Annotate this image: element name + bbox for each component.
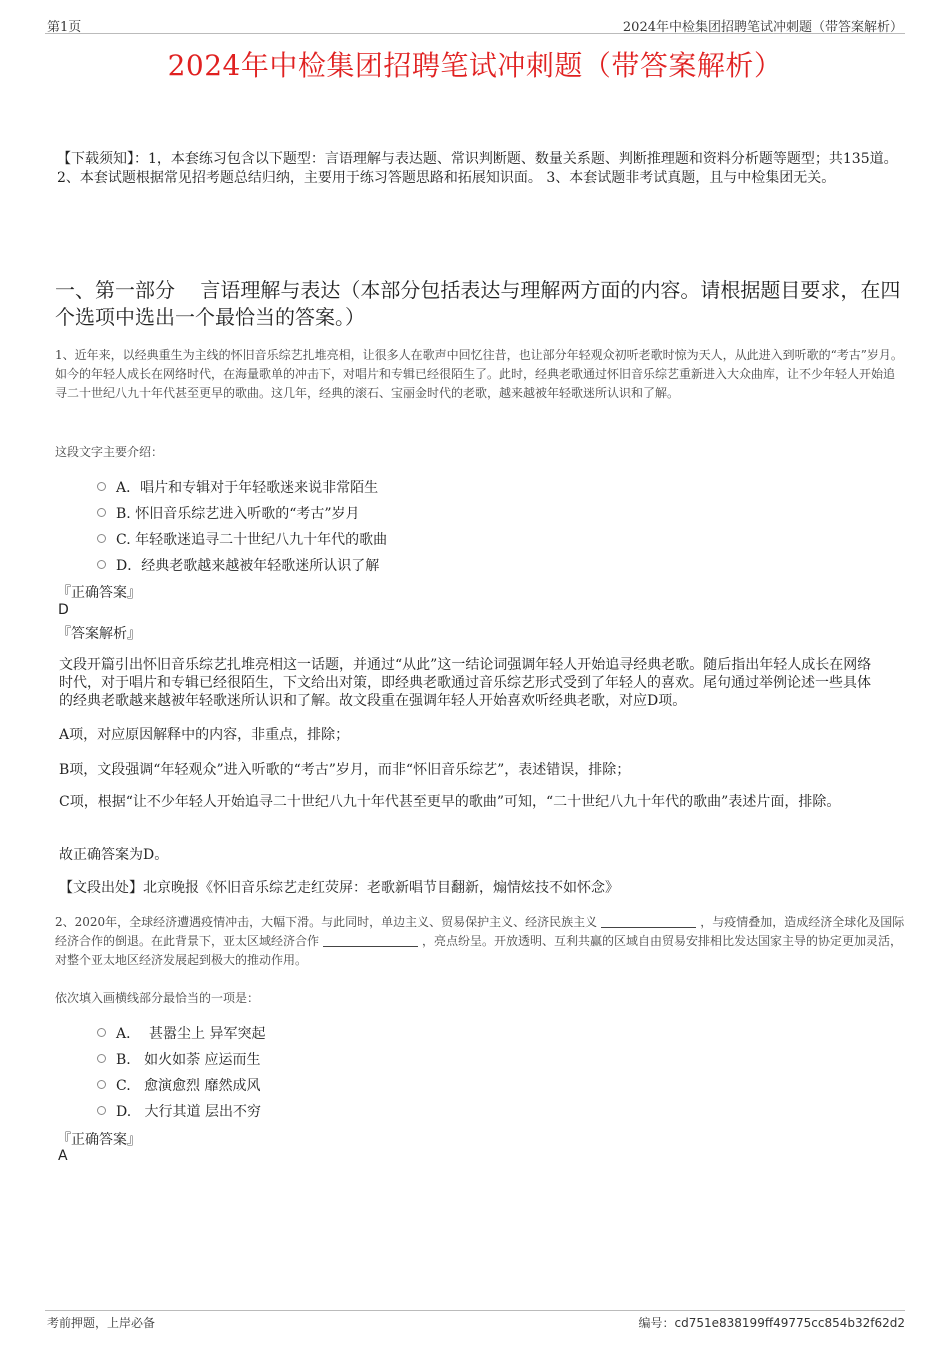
question-1-text: 1、近年来，以经典重生为主线的怀旧音乐综艺扎堆亮相，让很多人在歌声中回忆往昔，也让部分年轻观众初听老歌时惊为天人，从此进入到听歌的“考古”岁月。如今的年轻人成长在网络时代，在海量歌单的冲击下，对唱片和专辑已经很陌生了。此时，经典老歌通过怀旧音乐综艺重新进入大众曲库，让不少年轻人开始追寻二十世纪八九十年代甚至更早的歌曲。这几年，经典的滚石、宝丽金时代的老歌，越来越被年轻歌迷所认识和了解。 bbox=[55, 348, 903, 400]
q1-answer-label: 『正确答案』 bbox=[57, 585, 141, 601]
option-label: B. 如火如荼 应运而生 bbox=[116, 1052, 261, 1068]
q2-text-part: ，与疫情叠加，造成经济全球化及国际经济合作的倒退。在此背景下，亚太区域经济合作 bbox=[55, 915, 905, 948]
radio-icon[interactable] bbox=[97, 1080, 106, 1089]
radio-icon[interactable] bbox=[97, 508, 106, 517]
footer-slogan: 考前押题，上岸必备 bbox=[47, 1316, 156, 1330]
option-label: D．经典老歌越来越被年轻歌迷所认识了解 bbox=[116, 558, 380, 574]
question-2-text bbox=[55, 913, 905, 970]
fill-blank-1[interactable] bbox=[601, 915, 696, 928]
q2-option-a[interactable] bbox=[97, 1023, 265, 1043]
q1-option-b[interactable] bbox=[97, 503, 360, 523]
header-doc-title: 2024年中检集团招聘笔试冲刺题（带答案解析） bbox=[622, 20, 903, 35]
q2-text-part: 2、2020年，全球经济遭遇疫情冲击，大幅下滑。与此同时，单边主义、贸易保护主义、经济民族主义 bbox=[55, 915, 598, 929]
q2-text-part: ，亮点纷呈。开放透明、互利共赢的区域自由贸易安排相比发达国家主导的协定更加灵活，对整个亚太地区经济发展起到极大的推动作用。 bbox=[55, 934, 903, 967]
section-heading: 一、第一部分 言语理解与表达（本部分包括表达与理解两方面的内容。请根据题目要求，在四个选项中选出一个最恰当的答案。） bbox=[55, 278, 901, 329]
q1-analysis-conclusion: 故正确答案为D。 bbox=[59, 847, 169, 863]
q1-analysis-option-a: A项，对应原因解释中的内容，非重点，排除； bbox=[59, 727, 350, 743]
q1-source: 【文段出处】北京晚报《怀旧音乐综艺走红荧屏：老歌新唱节目翻新，煽情炫技不如怀念》 bbox=[59, 880, 619, 896]
q2-option-c[interactable] bbox=[97, 1075, 260, 1095]
q1-option-a[interactable] bbox=[97, 477, 378, 497]
question-1-prompt: 这段文字主要介绍： bbox=[55, 445, 164, 459]
download-notice: 【下载须知】：1，本套练习包含以下题型：言语理解与表达题、常识判断题、数量关系题、判断推理题和资料分析题等题型；共135道。 2、本套试题根据常见招考题总结归纳，主要用于练习答题思路和拓展知识面。 3、本套试题非考试真题，且与中检集团无关。 bbox=[57, 151, 898, 186]
option-label: B. 怀旧音乐综艺进入听歌的“考古”岁月 bbox=[116, 506, 360, 522]
radio-icon[interactable] bbox=[97, 482, 106, 491]
footer-divider bbox=[45, 1310, 905, 1311]
page-title: 2024年中检集团招聘笔试冲刺题（带答案解析） bbox=[167, 49, 783, 82]
q1-analysis-label: 『答案解析』 bbox=[57, 626, 141, 642]
option-label: C. 愈演愈烈 靡然成风 bbox=[116, 1078, 261, 1094]
radio-icon[interactable] bbox=[97, 1106, 106, 1115]
question-2-prompt: 依次填入画横线部分最恰当的一项是： bbox=[55, 991, 260, 1005]
page-number: 第1页 bbox=[47, 20, 82, 35]
q1-option-d[interactable] bbox=[97, 555, 379, 575]
radio-icon[interactable] bbox=[97, 1054, 106, 1063]
q2-answer-label: 『正确答案』 bbox=[57, 1132, 141, 1148]
option-label: A． 甚嚣尘上 异军突起 bbox=[116, 1026, 266, 1042]
radio-icon[interactable] bbox=[97, 560, 106, 569]
code-label: 编号： bbox=[638, 1316, 675, 1330]
q1-analysis-option-b: B项，文段强调“年轻观众”进入听歌的“考古”岁月，而非“怀旧音乐综艺”，表述错误，排除； bbox=[59, 762, 631, 778]
radio-icon[interactable] bbox=[97, 534, 106, 543]
option-label: D. 大行其道 层出不穷 bbox=[116, 1104, 261, 1120]
option-label: C. 年轻歌迷追寻二十世纪八九十年代的歌曲 bbox=[116, 532, 388, 548]
footer-code bbox=[639, 1314, 906, 1331]
q1-analysis-paragraph: 文段开篇引出怀旧音乐综艺扎堆亮相这一话题，并通过“从此”这一结论词强调年轻人开始追寻经典老歌。随后指出年轻人成长在网络时代，对于唱片和专辑已经很陌生，下文给出对策，即经典老歌通过音乐综艺形式受到了年轻人的喜欢。尾句通过举例论述一些具体的经典老歌越来越被年轻歌迷所认识和了解。故文段重在强调年轻人开始喜欢听经典老歌，对应D项。 bbox=[59, 657, 872, 709]
q2-option-b[interactable] bbox=[97, 1049, 261, 1069]
option-label: A．唱片和专辑对于年轻歌迷来说非常陌生 bbox=[116, 480, 379, 496]
code-value: cd751e838199ff49775cc854b32f62d2 bbox=[674, 1316, 905, 1330]
header-divider bbox=[45, 33, 905, 34]
q2-answer: A bbox=[58, 1148, 68, 1164]
q2-option-d[interactable] bbox=[97, 1101, 261, 1121]
radio-icon[interactable] bbox=[97, 1028, 106, 1037]
fill-blank-2[interactable] bbox=[323, 934, 418, 947]
q1-answer: D bbox=[58, 602, 69, 618]
q1-analysis-option-c: C项，根据“让不少年轻人开始追寻二十世纪八九十年代甚至更早的歌曲”可知，“二十世纪八九十年代的歌曲”表述片面，排除。 bbox=[59, 794, 841, 810]
q1-option-c[interactable] bbox=[97, 529, 387, 549]
